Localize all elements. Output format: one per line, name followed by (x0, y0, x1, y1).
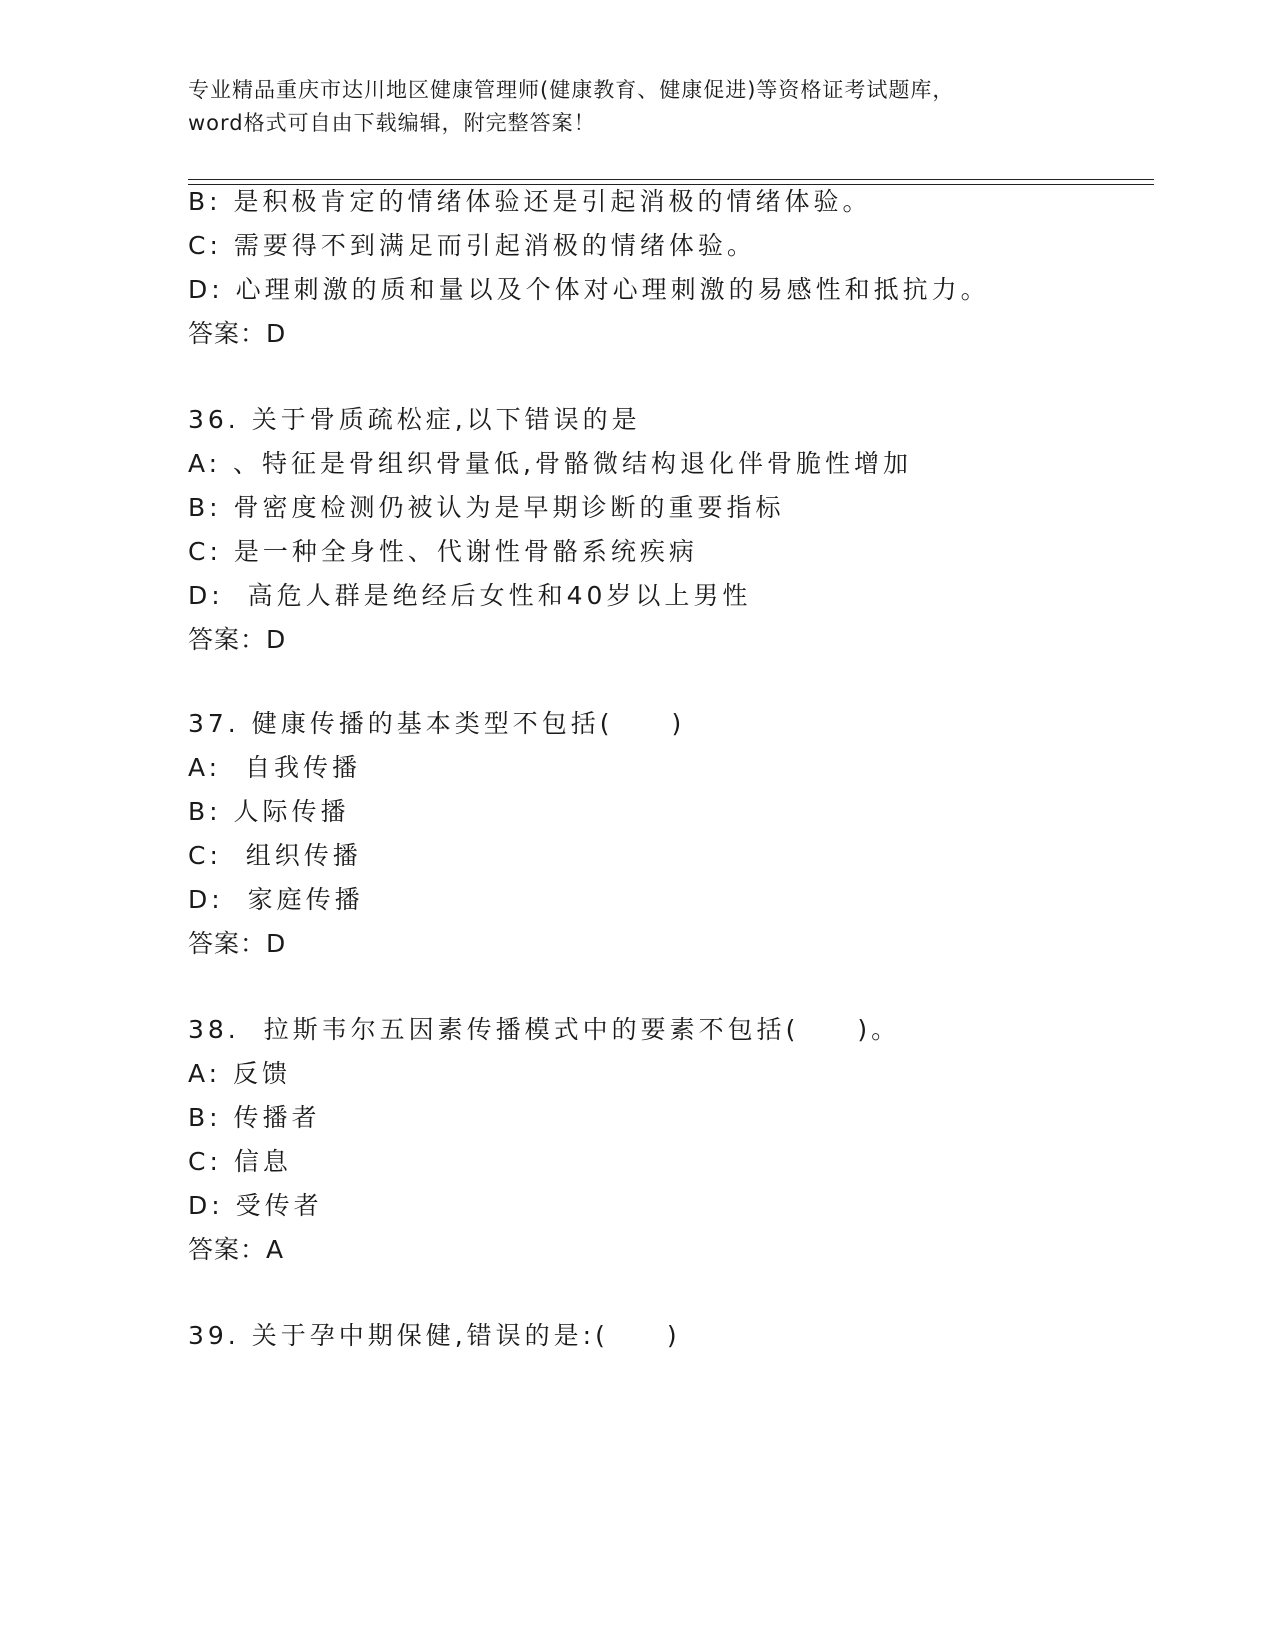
option-d: D: 心理刺激的质和量以及个体对心理刺激的易感性和抵抗力。 (188, 275, 990, 304)
option-d: D: 高危人群是绝经后女性和40岁以上男性 (188, 581, 752, 610)
option-c: C: 是一种全身性、代谢性骨骼系统疾病 (188, 537, 698, 566)
document-header (188, 74, 1088, 140)
header-divider-bottom (188, 184, 1154, 185)
header-line-2: word格式可自由下载编辑，附完整答案！ (188, 111, 596, 135)
option-a: A: 、特征是骨组织骨量低,骨骼微结构退化伴骨脆性增加 (188, 449, 912, 478)
option-b: B: 骨密度检测仍被认为是早期诊断的重要指标 (188, 493, 785, 522)
answer-label: 答案：A (188, 1235, 285, 1264)
option-c: C: 信息 (188, 1147, 292, 1176)
option-a: A: 反馈 (188, 1059, 292, 1088)
option-b: B: 是积极肯定的情绪体验还是引起消极的情绪体验。 (188, 187, 872, 216)
option-c: C: 组织传播 (188, 841, 362, 870)
question-stem: 39. 关于孕中期保健,错误的是:( ) (188, 1321, 681, 1350)
option-b: B: 传播者 (188, 1103, 321, 1132)
question-stem: 36. 关于骨质疏松症,以下错误的是 (188, 405, 641, 434)
question-stem: 38. 拉斯韦尔五因素传播模式中的要素不包括( )。 (188, 1015, 901, 1044)
option-c: C: 需要得不到满足而引起消极的情绪体验。 (188, 231, 756, 260)
option-b: B: 人际传播 (188, 797, 350, 826)
answer-label: 答案：D (188, 929, 287, 958)
header-divider-top (188, 179, 1154, 180)
option-d: D: 受传者 (188, 1191, 323, 1220)
question-stem: 37. 健康传播的基本类型不包括( ) (188, 709, 686, 738)
option-a: A: 自我传播 (188, 753, 361, 782)
header-line-1: 专业精品重庆市达川地区健康管理师(健康教育、健康促进)等资格证考试题库， (188, 78, 955, 102)
answer-label: 答案：D (188, 319, 287, 348)
answer-label: 答案：D (188, 625, 287, 654)
option-d: D: 家庭传播 (188, 885, 364, 914)
